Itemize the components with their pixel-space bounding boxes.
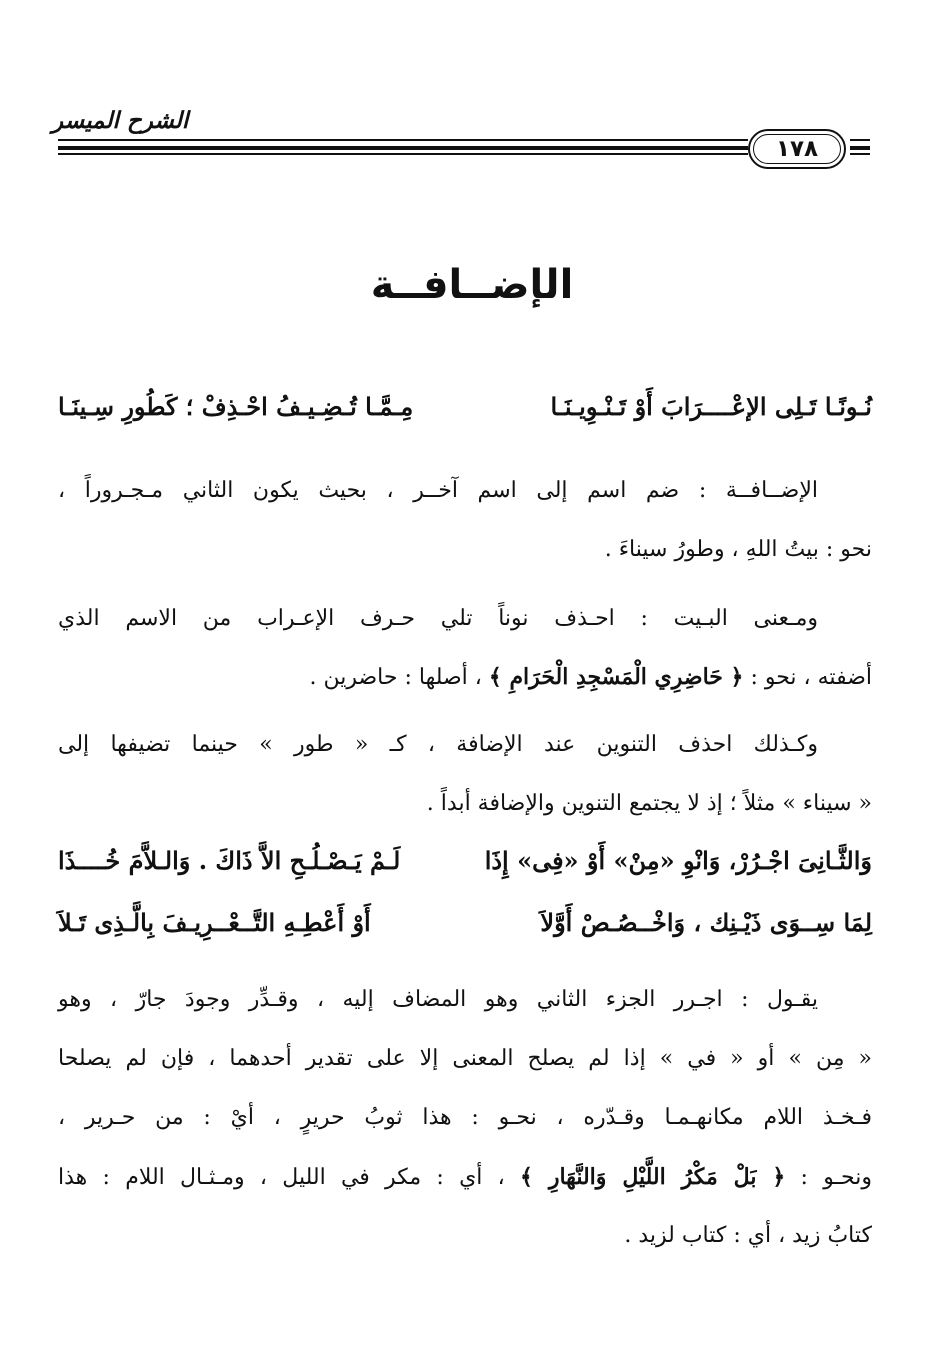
header-rule-bottom-right xyxy=(850,153,870,155)
paragraph-line: يقـول : اجـرر الجزء الثاني وهو المضاف إليه ، وقـدِّر وجودَ جارّ ، وهو xyxy=(58,987,818,1012)
paragraph-line: ومـعنى البـيت : احـذف نوناً تلي حـرف الإعـراب من الاسم الذي xyxy=(58,606,818,631)
verse-second-hemistich: لَـمْ يَـصْـلُـحِ الاَّ ذَاكَ . وَالـلاَّمَ خُــــذَا xyxy=(58,846,401,875)
paragraph-line xyxy=(58,660,872,694)
header-rule-top-right xyxy=(850,139,870,141)
quran-quote: ﴿ بَلْ مَكْرُ اللَّيْلِ وَالنَّهَارِ ﴾ xyxy=(520,1164,786,1190)
verse-first-hemistich: وَالثَّـانِىَ اجْـرُرْ، وَانْوِ «مِنْ» أَوْ «فِى» إِذَا xyxy=(484,846,872,875)
header-rule-top xyxy=(58,139,748,141)
verse-second-hemistich: أَوْ أَعْطِـهِ التَّــعْــرِيـفَ بِالَّـذِى تَـلاَ xyxy=(58,908,371,937)
paragraph-line: « سيناء » مثلاً ؛ إذ لا يجتمع التنوين والإضافة أبداً . xyxy=(426,791,872,816)
page-number-badge xyxy=(748,129,846,169)
verse-line xyxy=(58,908,872,948)
paragraph-text: ، أصلها : حاضرين . xyxy=(309,665,482,690)
chapter-title: الإضــافــة xyxy=(370,262,574,308)
paragraph-text: ، أي : مكر في الليل ، ومـثـال اللام : هذا xyxy=(58,1165,505,1190)
paragraph-line xyxy=(58,1160,872,1194)
running-header-title: الشرح الميسر xyxy=(52,108,189,134)
paragraph-line: « مِن » أو « في » إذا لم يصلح المعنى إلا على تقدير أحدهما ، فإن لم يصلحا xyxy=(58,1046,872,1071)
verse-first-hemistich: لِمَا سِــوَى ذَيْـنِك ، وَاخْــصُـصْ أَوَّلاَ xyxy=(540,908,872,937)
paragraph-line: نحو : بيتُ اللهِ ، وطورُ سيناءَ . xyxy=(604,537,872,562)
paragraph-text: ونحـو : xyxy=(800,1165,872,1190)
quran-quote: ﴿ حَاضِرِي الْمَسْجِدِ الْحَرَامِ ﴾ xyxy=(488,664,744,690)
paragraph-line: الإضــافــة : ضم اسم إلى اسم آخــر ، بحيث يكون الثاني مـجـروراً ، xyxy=(58,478,818,503)
paragraph-line: كتابُ زيد ، أي : كتاب لزيد . xyxy=(624,1223,872,1248)
paragraph-text: أضفته ، نحو : xyxy=(750,665,872,690)
header-rule-middle xyxy=(58,146,748,150)
verse-second-hemistich: مِـمَّـا تُـضِـيـفُ احْـذِفْ ؛ كَطُورِ سِـينَـا xyxy=(58,392,414,421)
page-number: ١٧٨ xyxy=(775,136,819,162)
verse-line xyxy=(58,846,872,886)
verse-first-hemistich: نُـونًـا تَـلِى الإعْــــرَابَ أَوْ تَـنْـوِيـنَـا xyxy=(550,392,872,421)
header-rule-middle-right xyxy=(850,146,870,150)
paragraph-line: فـخـذ اللام مكانهـمـا وقـدّره ، نحـو : هذا ثوبُ حريرٍ ، أيْ : من حـرير ، xyxy=(58,1105,872,1130)
verse-line xyxy=(58,392,872,432)
header-rule-bottom xyxy=(58,153,748,155)
paragraph-line: وكـذلك احذف التنوين عند الإضافة ، كـ « طور » حينما تضيفها إلى xyxy=(58,732,818,757)
